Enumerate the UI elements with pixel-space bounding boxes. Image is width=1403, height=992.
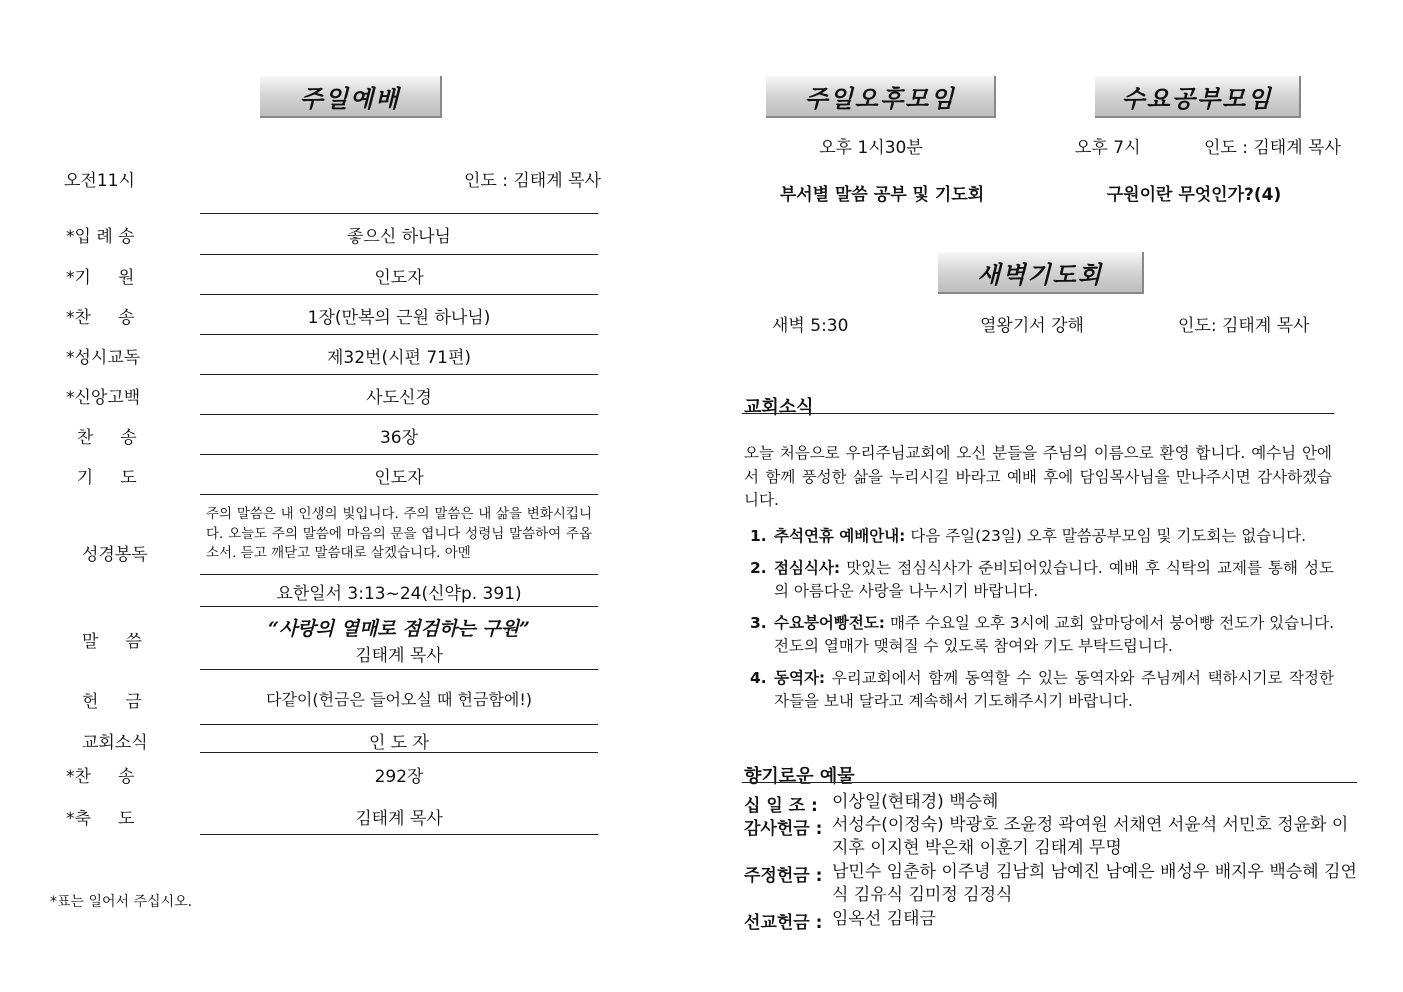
benediction-value: 김태계 목사 xyxy=(355,809,443,829)
offering-key: 감사헌금 : xyxy=(744,819,823,839)
news-item xyxy=(750,557,1334,604)
afternoon-topic: 부서별 말씀 공부 및 기도회 xyxy=(779,185,985,205)
dawn-topic: 열왕기서 강해 xyxy=(980,316,1084,336)
rule xyxy=(200,494,598,495)
afternoon-time: 오후 1시30분 xyxy=(819,138,923,158)
church-news-label: 교회소식 xyxy=(82,733,148,753)
closing-hymn-label: *찬 송 xyxy=(66,767,135,787)
offering-key: 십 일 조 : xyxy=(744,796,818,816)
offering-value: 다같이(헌금은 들어오실 때 헌금함에!) xyxy=(266,690,532,709)
rule xyxy=(200,254,598,255)
rule xyxy=(200,724,598,725)
dawn-leader: 인도: 김태계 목사 xyxy=(1178,316,1310,336)
dawn-prayer-title-text: 새벽기도회 xyxy=(977,259,1103,289)
order-label: *신앙고백 xyxy=(66,388,141,408)
reading-passage: 요한일서 3:13~24(신약p. 391) xyxy=(276,584,522,604)
news-item-number: 4. xyxy=(750,668,767,687)
news-item xyxy=(750,612,1334,659)
news-item-body: 다음 주일(23일) 오후 말씀공부모임 및 기도회는 없습니다. xyxy=(910,527,1307,545)
rule xyxy=(200,374,598,375)
rule xyxy=(200,294,598,295)
news-item xyxy=(750,667,1334,714)
news-list xyxy=(750,525,1334,714)
news-item-number: 1. xyxy=(750,527,767,545)
news-item-body: 우리교회에서 함께 동역할 수 있는 동역자와 주님께서 택하시기로 작정한 자들을 보내 달라고 계속해서 기도해주시기 바랍니다. xyxy=(774,668,1334,710)
order-value: 제32번(시편 71편) xyxy=(326,348,472,368)
rule xyxy=(200,834,598,835)
offering-names: 이상일(현태경) 백승혜 xyxy=(832,792,999,812)
order-value: 사도신경 xyxy=(366,388,432,408)
news-item-text xyxy=(774,557,1334,604)
benediction-label: *축 도 xyxy=(66,809,135,829)
closing-hymn-value: 292장 xyxy=(374,767,424,787)
order-value: 인도자 xyxy=(374,468,424,488)
wednesday-time: 오후 7시 xyxy=(1075,138,1141,158)
news-item-head: 추석연휴 예배안내: xyxy=(774,527,906,545)
afternoon-meeting-title xyxy=(766,76,996,118)
news-item-body: 맛있는 점심식사가 준비되어있습니다. 예배 후 식탁의 교제를 통해 성도의 아름다운 사랑을 나누시기 바랍니다. xyxy=(774,558,1334,600)
afternoon-meeting-title-text: 주일오후모임 xyxy=(804,83,956,113)
news-item-number: 3. xyxy=(750,613,767,632)
sermon-title: “사랑의 열매로 점검하는 구원” xyxy=(268,618,530,640)
offering-names: 임옥선 김태금 xyxy=(832,909,936,929)
offering-key: 주정헌금 : xyxy=(744,866,823,886)
church-news-value: 인 도 자 xyxy=(368,733,430,753)
rule xyxy=(200,334,598,335)
worship-leader: 인도 : 김태계 목사 xyxy=(464,171,601,191)
order-value: 36장 xyxy=(379,428,419,448)
church-news-heading: 교회소식 xyxy=(744,397,814,418)
news-intro: 오늘 처음으로 우리주님교회에 오신 분들을 주님의 이름으로 환영 합니다. 예수님 안에서 함께 풍성한 삶을 누리시길 바라고 예배 후에 담임목사님을 만나주시면 감사하겠습니다. xyxy=(744,444,1332,509)
section-rule xyxy=(742,782,1357,783)
order-label: *찬 송 xyxy=(66,308,135,328)
wednesday-study-title xyxy=(1095,76,1301,118)
order-label: 찬 송 xyxy=(66,428,137,448)
rule xyxy=(200,414,598,415)
offerings-heading: 향기로운 예물 xyxy=(744,766,855,787)
reading-prayer: 주의 말씀은 내 인생의 빛입니다. 주의 말씀은 내 삶을 변화시킵니다. 오늘도 주의 말씀에 마음의 문을 엽니다 성령님 말씀하여 주옵소서. 듣고 깨닫고 말씀대로 살겠습니다. 아멘 xyxy=(206,506,592,561)
news-item-number: 2. xyxy=(750,558,767,577)
news-item xyxy=(750,525,1334,549)
order-label: *입 례 송 xyxy=(66,227,135,247)
order-label: 기 도 xyxy=(66,468,137,488)
wednesday-topic: 구원이란 무엇인가?(4) xyxy=(1106,185,1282,205)
offering-label: 헌 금 xyxy=(82,692,142,712)
rule xyxy=(200,213,598,214)
news-item-text xyxy=(774,612,1334,659)
news-item-body: 매주 수요일 오후 3시에 교회 앞마당에서 붕어빵 전도가 있습니다. 전도의 열매가 맺혀질 수 있도록 참여와 기도 부탁드립니다. xyxy=(774,613,1334,655)
reading-label: 성경봉독 xyxy=(82,545,148,565)
footnote: *표는 일어서 주십시오. xyxy=(50,894,193,910)
sermon-preacher: 김태계 목사 xyxy=(355,646,443,666)
order-value: 1장(만복의 근원 하나님) xyxy=(307,308,491,328)
offering-names: 남민수 임춘하 이주녕 김남희 남예진 남예은 배성우 배지우 백승혜 김연식 김유식 김미정 김정식 xyxy=(832,862,1357,905)
sermon-label: 말 씀 xyxy=(82,632,142,652)
news-item-head: 동역자: xyxy=(774,668,826,687)
rule xyxy=(200,606,598,607)
order-label: *기 원 xyxy=(66,268,135,288)
news-item-text xyxy=(774,667,1334,714)
offering-key: 선교헌금 : xyxy=(744,913,823,933)
rule xyxy=(200,454,598,455)
news-item-head: 수요붕어빵전도: xyxy=(774,613,886,632)
news-item-head: 점심식사: xyxy=(774,558,841,577)
dawn-time: 새벽 5:30 xyxy=(772,316,849,336)
order-value: 좋으신 하나님 xyxy=(347,227,451,247)
wednesday-leader: 인도 : 김태계 목사 xyxy=(1204,138,1341,158)
order-value: 인도자 xyxy=(374,268,424,288)
order-label: *성시교독 xyxy=(66,348,141,368)
dawn-prayer-title xyxy=(938,252,1144,294)
sunday-worship-title xyxy=(260,76,442,118)
rule xyxy=(200,669,598,670)
news-item-text xyxy=(774,525,1306,549)
section-rule xyxy=(742,413,1334,414)
sunday-worship-title-text: 주일예배 xyxy=(299,83,401,113)
wednesday-study-title-text: 수요공부모임 xyxy=(1121,83,1273,113)
offering-names: 서성수(이정숙) 박광호 조윤정 곽여원 서채연 서윤석 서민호 정윤화 이지후 이지현 박은채 이훈기 김태계 무명 xyxy=(832,815,1349,858)
rule xyxy=(200,574,598,575)
worship-time: 오전11시 xyxy=(64,171,135,191)
